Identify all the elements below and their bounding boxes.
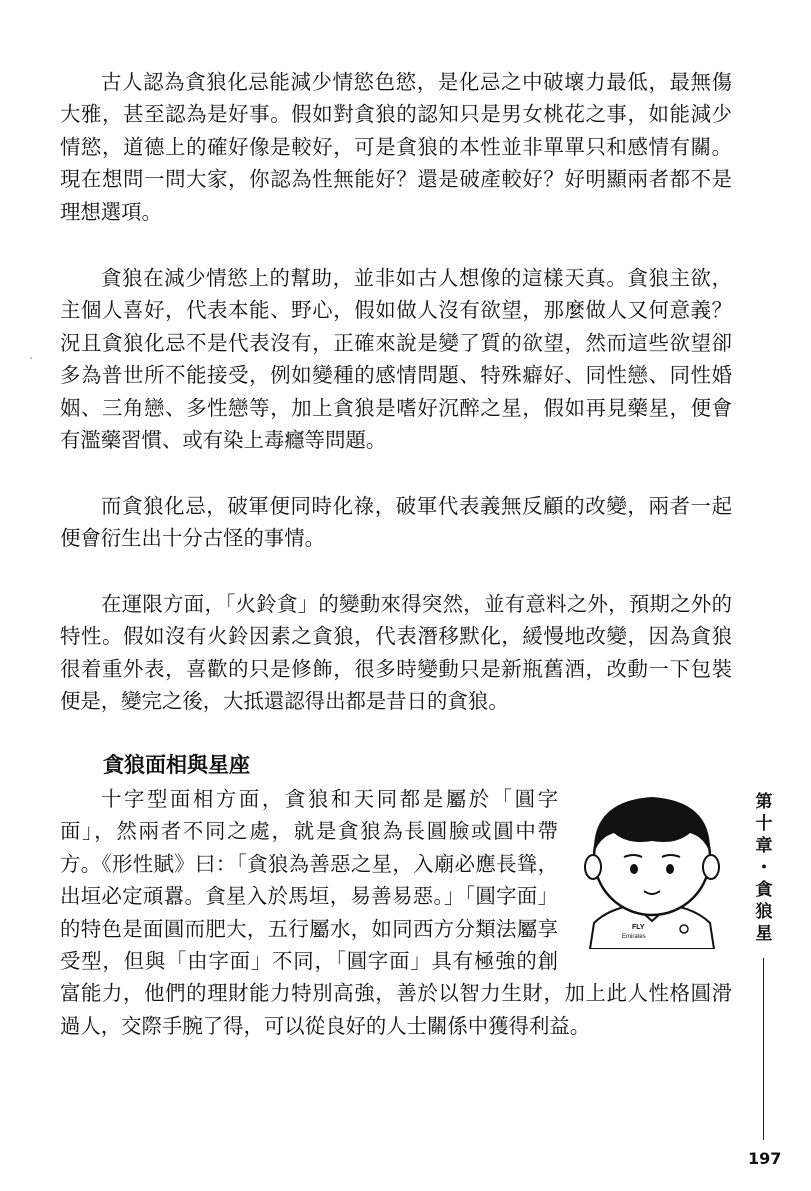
left-eye [630, 864, 638, 874]
section-heading: 貪狼面相與星座 [103, 753, 250, 777]
shirt-text-fly: FLY [632, 924, 645, 931]
paragraph-4: 在運限方面，「火鈴貪」的變動來得突然，並有意料之外，預期之外的特性。假如沒有火鈴因素之貪狼，代表潛移默化，緩慢地改變，因為貪狼很着重外表，喜歡的只是修飾，很多時變動只是新瓶舊酒，改動一下包裝便是，變完之後，大抵還認得出都是昔日的貪狼。 [60, 592, 732, 714]
page-number: 197 [748, 1149, 782, 1168]
paragraph-1: 古人認為貪狼化忌能減少情慾色慾，是化忌之中破壞力最低，最無傷大雅，甚至認為是好事。假如對貪狼的認知只是男女桃花之事，如能減少情慾，道德上的確好像是較好，可是貪狼的本性並非單單只和感情有關。現在想問一問大家，你認為性無能好？還是破產較好？好明顯兩者都不是理想選項。 [60, 70, 732, 224]
chapter-char: 第 [755, 792, 773, 812]
section-paragraph-block [60, 783, 732, 1042]
boy-face-illustration [572, 783, 732, 949]
chapter-char: 狼 [755, 902, 773, 922]
chapter-char: 十 [755, 814, 773, 834]
chapter-char: 章 [755, 836, 773, 856]
chapter-char: 星 [755, 924, 773, 944]
right-eye [666, 864, 674, 874]
left-ear [585, 855, 601, 879]
section-paragraph: 十字型面相方面，貪狼和天同都是屬於「圓字面」，然兩者不同之處，就是貪狼為長圓臉或圓中帶方。《形性賦》曰：「貪狼為善惡之星，入廟必應長聳，出垣必定頑囂。貪星入於馬垣，易善易惡。」「圓字面」的特色是面圓而肥大，五行屬水，如同西方分類法屬享受型，但與「由字面」不同，「圓字面」具有極強的創富能力，他們的理財能力特別高強，善於以智力生財，加上此人性格圓滑過人，交際手腕了得，可以從良好的人士關係中獲得利益。 [60, 787, 732, 1038]
margin-speck [30, 357, 32, 359]
chapter-char: 貪 [755, 880, 773, 900]
right-ear [703, 855, 719, 879]
chapter-char: ・ [755, 858, 773, 878]
paragraph-2: 貪狼在減少情慾上的幫助，並非如古人想像的這樣天真。貪狼主欲，主個人喜好，代表本能、野心，假如做人沒有欲望，那麼做人又何意義？況且貪狼化忌不是代表沒有，正確來說是變了質的欲望，然而這些欲望卻多為普世所不能接受，例如變種的感情問題、特殊癖好、同性戀、同性婚姻、三角戀、多性戀等，加上貪狼是嗜好沉醉之星，假如再見藥星，便會有濫藥習慣、或有染上毒癮等問題。 [60, 266, 732, 453]
shirt-text-emirates: Emirates [622, 934, 646, 940]
chapter-side-label [749, 791, 779, 945]
paragraph-3: 而貪狼化忌，破軍便同時化祿，破軍代表義無反顧的改變，兩者一起便會衍生出十分古怪的事情。 [60, 494, 732, 551]
side-divider-line [763, 958, 764, 1140]
